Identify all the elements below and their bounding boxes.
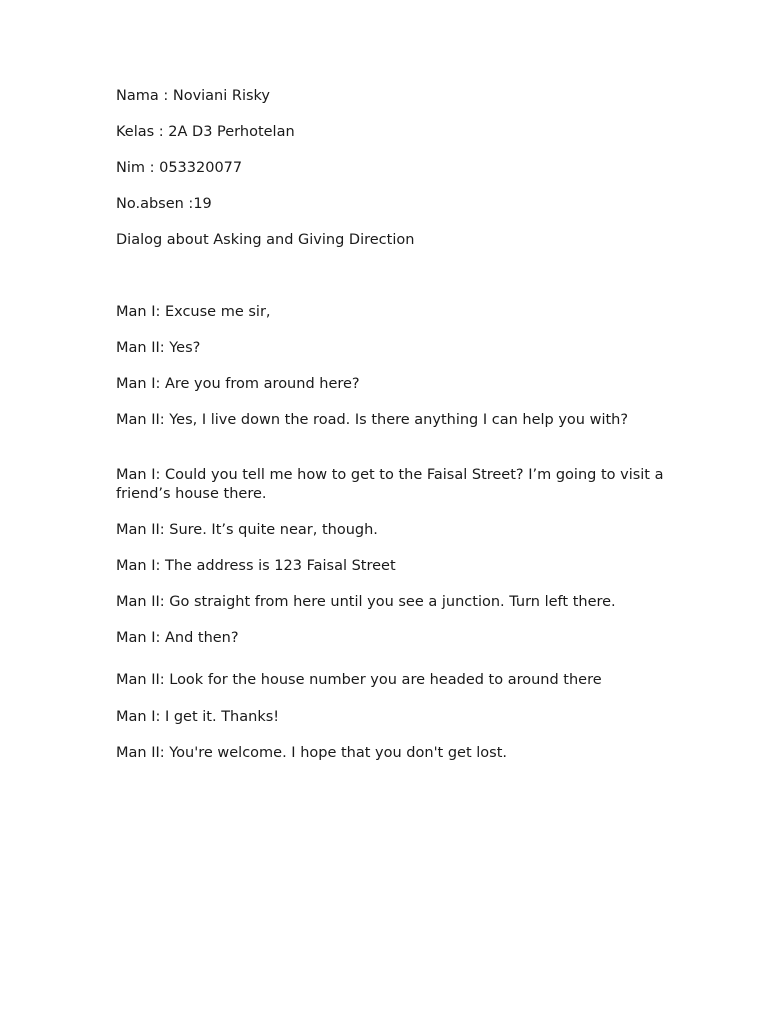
dialog-line: Man I: Are you from around here? [116, 376, 360, 392]
dialog-line: Man II: Yes? [116, 340, 201, 356]
dialog-line: Man II: You're welcome. I hope that you don't get lost. [116, 745, 508, 761]
dialog-line: Man I: I get it. Thanks! [116, 709, 280, 725]
student-name: Nama : Noviani Risky [116, 88, 271, 104]
dialog-line: Man I: And then? [116, 630, 239, 646]
dialog-line: Man II: Sure. It’s quite near, though. [116, 522, 378, 538]
dialog-line: Man II: Look for the house number you are headed to around there [116, 672, 602, 688]
dialog-line: Man I: Could you tell me how to get to the Faisal Street? I’m going to visit a friend’s house there. [116, 467, 664, 502]
dialog-line: Man I: The address is 123 Faisal Street [116, 558, 396, 574]
student-nim: Nim : 053320077 [116, 160, 243, 176]
dialog-line: Man I: Excuse me sir, [116, 304, 271, 320]
attendance-number: No.absen :19 [116, 196, 212, 212]
dialog-line: Man II: Yes, I live down the road. Is there anything I can help you with? [116, 412, 629, 428]
dialog-line: Man II: Go straight from here until you see a junction. Turn left there. [116, 594, 616, 610]
student-class: Kelas : 2A D3 Perhotelan [116, 124, 295, 140]
document-title: Dialog about Asking and Giving Direction [116, 232, 415, 248]
